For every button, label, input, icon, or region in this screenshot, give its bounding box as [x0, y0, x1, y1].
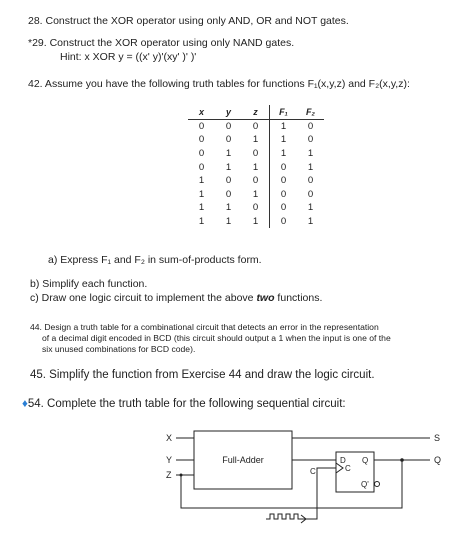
header-f2: F₂ — [297, 105, 324, 119]
table-cell: 1 — [307, 161, 314, 173]
table-cell: 0 — [225, 120, 232, 132]
table-cell: 1 — [307, 216, 314, 228]
table-cell: 0 — [252, 175, 259, 187]
table-cell: 0 — [252, 202, 259, 214]
ff-q-label: Q — [362, 456, 369, 465]
junction-dot-z — [180, 474, 183, 477]
junction-dot — [400, 458, 404, 462]
table-cell: 1 — [198, 188, 205, 200]
header-x: x — [188, 105, 215, 119]
table-cell: 0 — [270, 215, 298, 229]
table-cell: 1 — [198, 216, 205, 228]
table-cell: 0 — [198, 120, 205, 132]
table-cell: 1 — [225, 161, 232, 173]
table-cell: 0 — [307, 134, 314, 146]
question-29: *29. Construct the XOR operator using only NAND gates. — [28, 37, 295, 49]
table-cell: 1 — [270, 133, 298, 147]
clock-wire — [304, 468, 336, 519]
output-q-label: Q — [434, 455, 442, 465]
header-y: y — [215, 105, 242, 119]
table-cell: 1 — [198, 175, 205, 187]
table-cell: 1 — [270, 119, 298, 133]
table-cell: 1 — [225, 202, 232, 214]
table-cell: 0 — [198, 161, 205, 173]
table-cell: 1 — [252, 134, 259, 146]
question-42c-text: c) Draw one logic circuit to implement the above — [30, 292, 257, 304]
table-cell: 1 — [270, 147, 298, 161]
table-cell: 0 — [270, 201, 298, 215]
input-y-label: Y — [166, 455, 173, 465]
question-44-line-1: 44. Design a truth table for a combinational circuit that detects an error in the representation — [30, 322, 379, 332]
ff-qbar-label: Q' — [361, 480, 369, 489]
table-cell: 0 — [252, 148, 259, 160]
table-cell: 0 — [307, 188, 314, 200]
input-z-label: Z — [166, 470, 172, 480]
table-cell: 0 — [307, 175, 314, 187]
table-cell: 0 — [225, 175, 232, 187]
table-cell: 1 — [252, 161, 259, 173]
question-44-line-2: of a decimal digit encoded in BCD (this circuit should output a 1 when the input is one of the — [42, 333, 391, 343]
table-cell: 0 — [270, 174, 298, 188]
table-cell: 1 — [198, 202, 205, 214]
clock-waveform-icon — [266, 514, 304, 519]
question-42a: a) Express F₁ and F₂ in sum-of-products form. — [48, 254, 262, 266]
table-cell: 0 — [307, 120, 314, 132]
question-28: 28. Construct the XOR operator using only AND, OR and NOT gates. — [28, 15, 349, 27]
question-42c-emphasis: two — [256, 292, 275, 304]
table-cell: 0 — [225, 134, 232, 146]
diamond-icon: ♦ — [22, 398, 28, 410]
table-cell: 1 — [225, 148, 232, 160]
table-cell: 1 — [252, 188, 259, 200]
question-29-hint: Hint: x XOR y = ((x' y)'(xy' )' )' — [60, 51, 197, 63]
question-42b: b) Simplify each function. — [30, 278, 148, 290]
output-s-label: S — [434, 433, 441, 443]
table-cell: 1 — [307, 202, 314, 214]
table-cell: 1 — [225, 216, 232, 228]
input-x-label: X — [166, 433, 173, 443]
table-cell: 1 — [307, 148, 314, 160]
full-adder-label: Full-Adder — [222, 455, 264, 465]
table-cell: 0 — [270, 160, 298, 174]
question-54-text: 54. Complete the truth table for the following sequential circuit: — [27, 398, 346, 410]
table-cell: 0 — [198, 148, 205, 160]
question-44-line-3: six unused combinations for BCD code). — [42, 344, 196, 354]
table-cell: 1 — [252, 216, 259, 228]
ff-d-label: D — [340, 456, 346, 465]
clock-input-label: C — [310, 467, 316, 476]
ff-c-label: C — [345, 464, 351, 473]
question-42: 42. Assume you have the following truth tables for functions F₁(x,y,z) and F₂(x,y,z): — [28, 78, 410, 90]
table-cell: 0 — [270, 188, 298, 202]
table-cell: 0 — [252, 120, 259, 132]
table-cell: 0 — [198, 134, 205, 146]
header-f1: F₁ — [270, 105, 298, 119]
question-45: 45. Simplify the function from Exercise 44 and draw the logic circuit. — [30, 369, 375, 381]
header-z: z — [242, 105, 270, 119]
table-cell: 0 — [225, 188, 232, 200]
question-42c-text-end: functions. — [274, 292, 323, 304]
qbar-bubble — [375, 482, 380, 487]
